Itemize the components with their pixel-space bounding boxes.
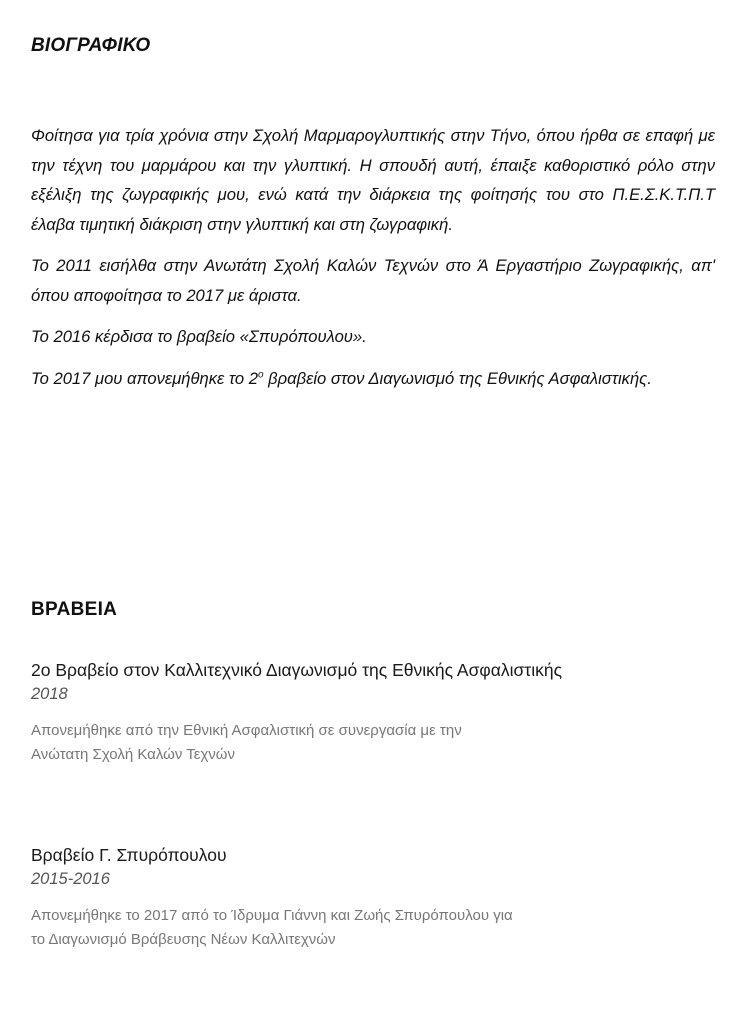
- biography-paragraph-3: Το 2016 κέρδισα το βραβείο «Σπυρόπουλου».: [31, 327, 367, 346]
- ordinal-superscript: ο: [257, 368, 264, 380]
- biography-body: [31, 121, 715, 405]
- award-title: 2ο Βραβείο στον Καλλιτεχνικό Διαγωνισμό της Εθνικής Ασφαλιστικής: [31, 660, 563, 680]
- biography-paragraph-4: [31, 364, 715, 394]
- award-year: 2015-2016: [31, 870, 110, 888]
- biography-paragraph-4-start: Το 2017 μου απονεμήθηκε το 2: [31, 368, 258, 388]
- award-year: 2018: [31, 685, 68, 703]
- award-description: Απονεμήθηκε από την Εθνική Ασφαλιστική σε συνεργασία με την Ανώτατη Σχολή Καλών Τεχνών: [31, 722, 462, 763]
- award-entry: [31, 843, 691, 952]
- award-title: Βραβείο Γ. Σπυρόπουλου: [31, 845, 227, 865]
- biography-paragraph-1: Φοίτησα για τρία χρόνια στην Σχολή Μαρμαρογλυπτικής στην Τήνο, όπου ήρθα σε επαφή με την τέχνη του μαρμάρου και την γλυπτική. Η σπουδή αυτή, έπαιξε καθοριστικό ρόλο στην εξέλιξη της ζωγραφικής μου, ενώ κατά την διάρκεια της φοίτησής του στο Π.Ε.Σ.Κ.Τ.Π.Τ έλαβα τιμητική διάκριση στην γλυπτική και στη ζωγραφική.: [31, 126, 715, 234]
- awards-heading: ΒΡΑΒΕΙΑ: [31, 599, 118, 620]
- biography-heading: ΒΙΟΓΡΑΦΙΚΟ: [31, 35, 151, 56]
- award-entry: [31, 658, 691, 767]
- award-description: Απονεμήθηκε το 2017 από το Ίδρυμα Γιάννη και Ζωής Σπυρόπουλου για το Διαγωνισμό Βράβευσης Νέων Καλλιτεχνών: [31, 907, 513, 948]
- biography-paragraph-4-end: βραβείο στον Διαγωνισμό της Εθνικής Ασφαλιστικής.: [263, 368, 652, 388]
- biography-paragraph-2: Το 2011 εισήλθα στην Ανωτάτη Σχολή Καλών Τεχνών στο Ά Εργαστήριο Ζωγραφικής, απ' όπου αποφοίτησα το 2017 με άριστα.: [31, 256, 715, 305]
